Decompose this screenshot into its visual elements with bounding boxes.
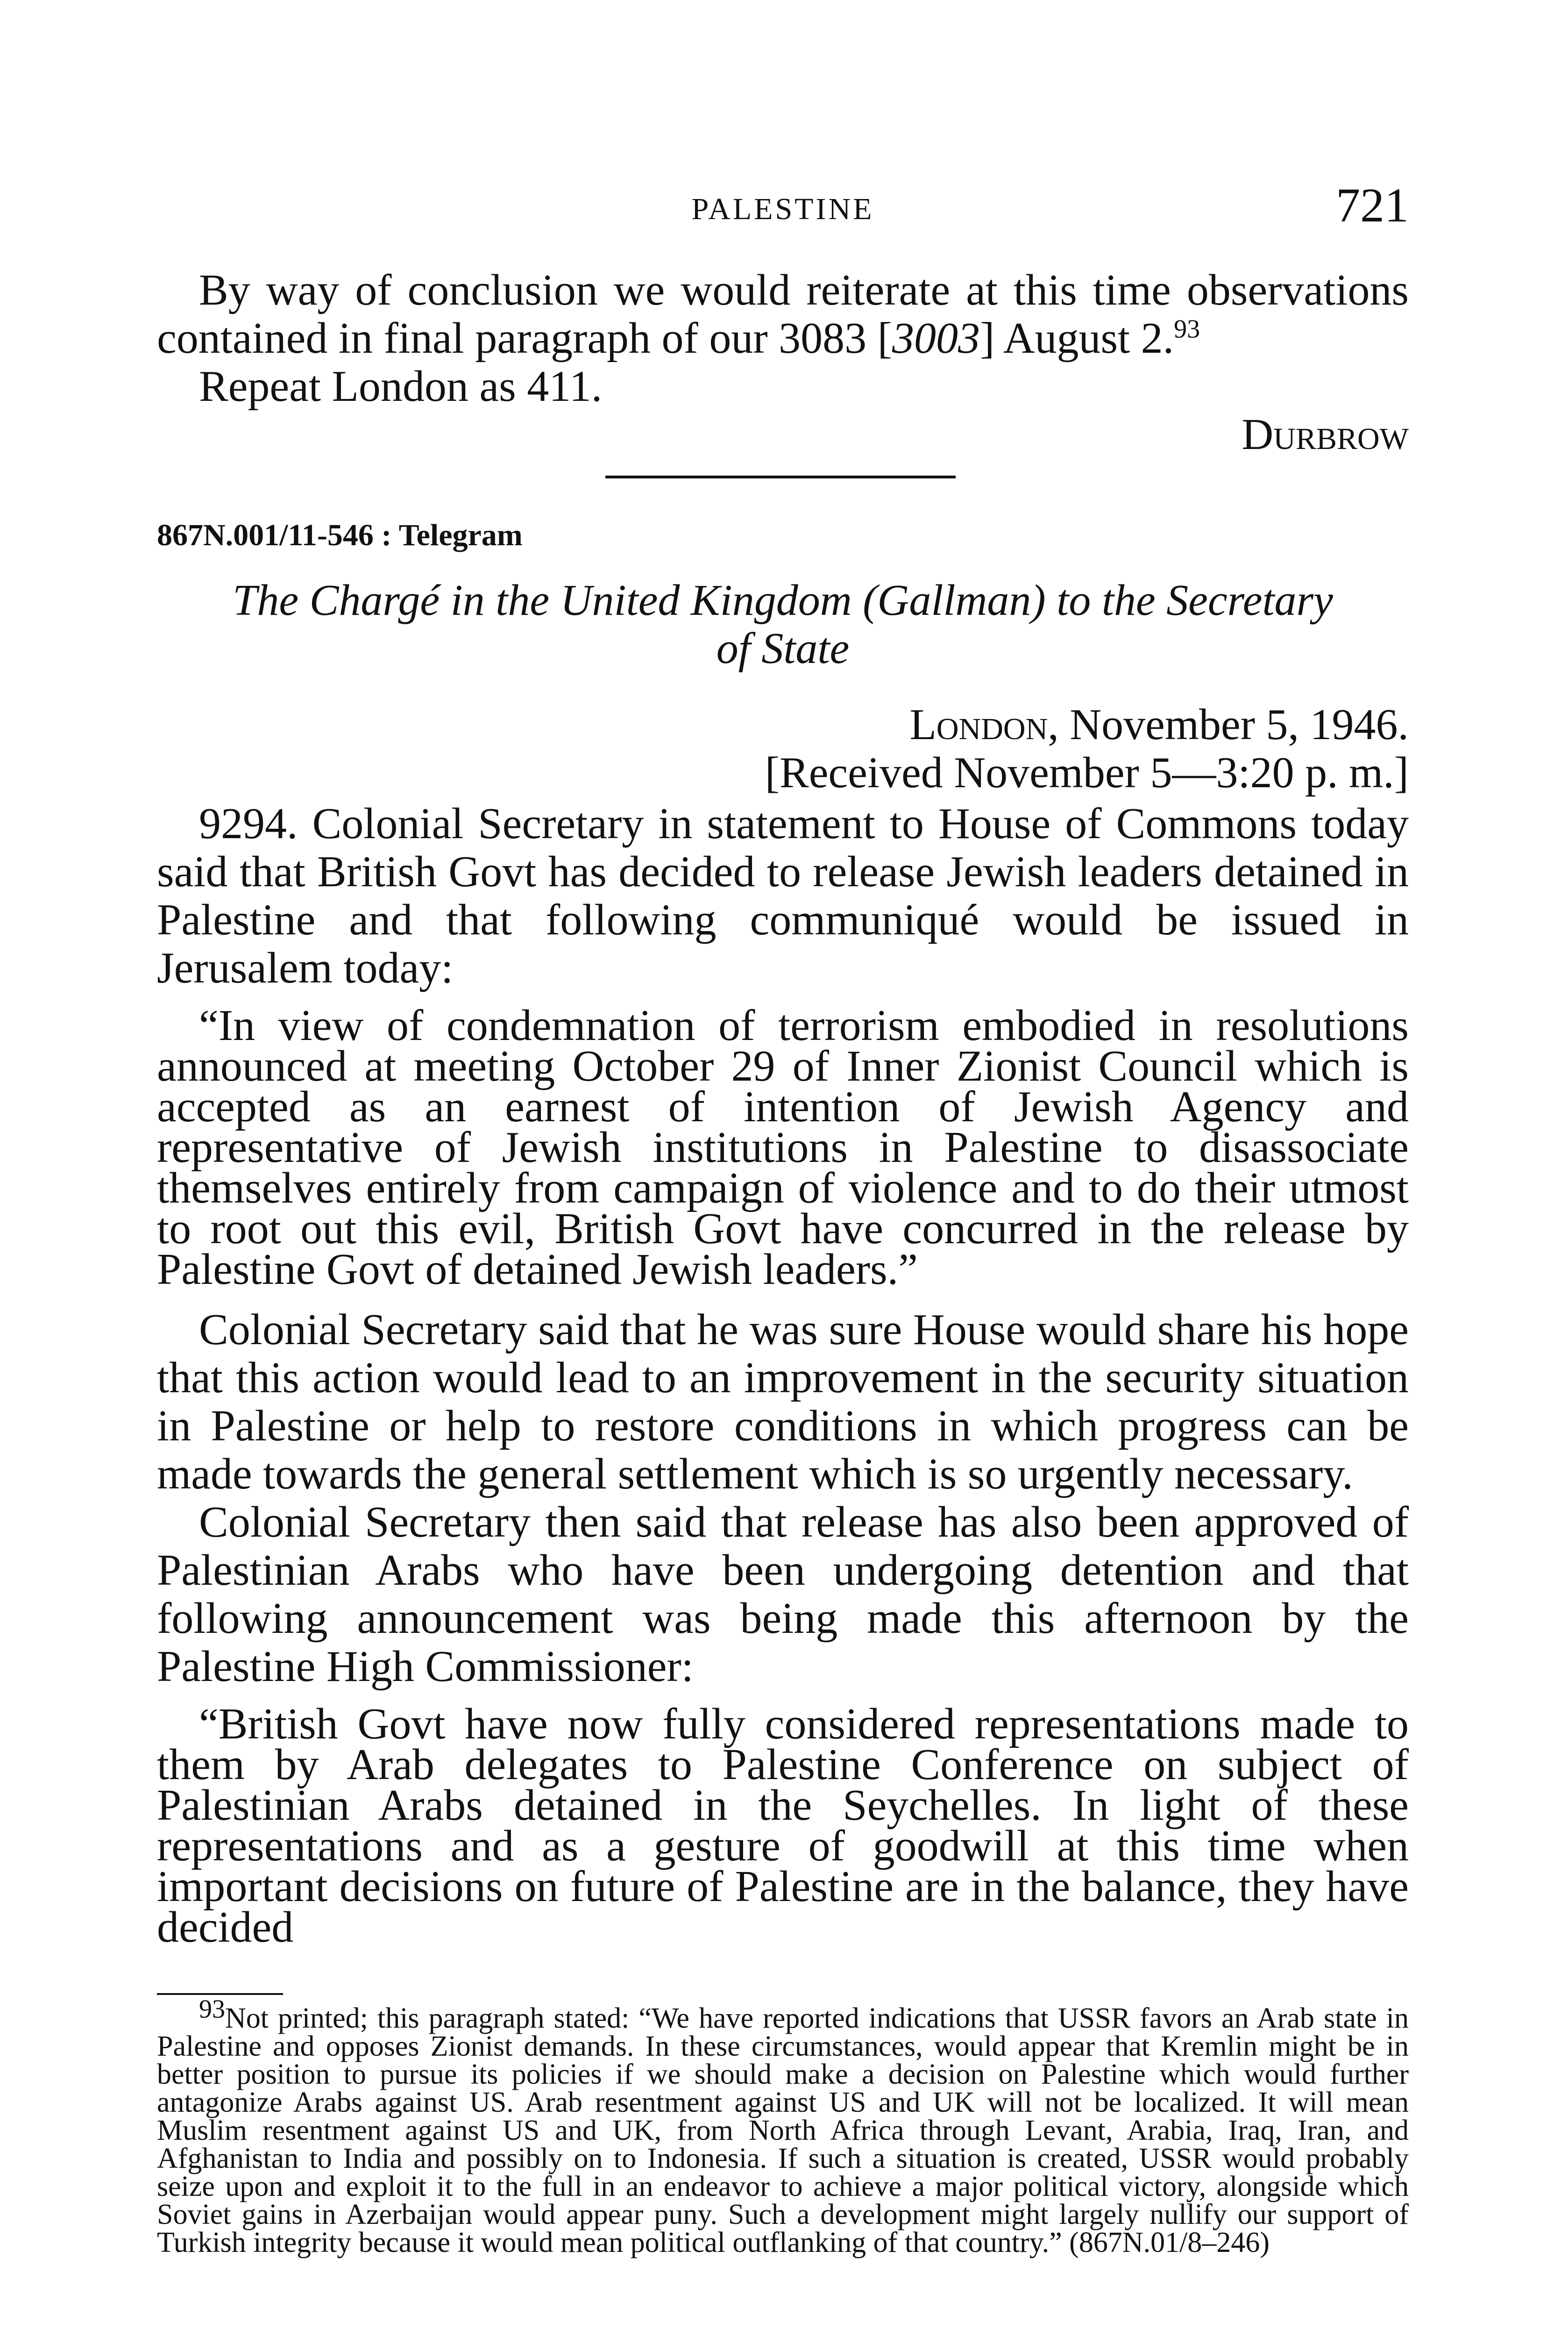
paragraph-3: Colonial Secretary then said that release has also been approved of Palestinian Arabs who have been undergoing detention and that following announcement was being made this afternoon by the Palestine High Commissioner:	[157, 1498, 1409, 1691]
footnote-93	[157, 1994, 1409, 2258]
footnote-reference: 93	[1174, 314, 1200, 344]
corrected-number: 3003	[892, 314, 980, 363]
continuation-block	[157, 266, 1409, 459]
paragraph-2: Colonial Secretary said that he was sure House would share his hope that this action would lead to an improvement in the security situation in Palestine or help to restore conditions in which progress can be made towards the general settlement which is so urgently necessary.	[157, 1305, 1409, 1498]
repeat-line: Repeat London as 411.	[199, 362, 603, 411]
conclusion-paragraph	[157, 266, 1409, 363]
page-header	[157, 178, 1409, 238]
received-line: [Received November 5—3:20 p. m.]	[765, 748, 1409, 797]
section-divider	[605, 476, 956, 478]
telegram-heading	[157, 518, 1409, 797]
dateline-place: London	[909, 700, 1048, 749]
document-title-line1: The Chargé in the United Kingdom (Gallman) to the Secretary	[233, 576, 1333, 625]
document-title-line2: of State	[716, 624, 850, 673]
signature: Durbrow	[1242, 410, 1409, 459]
telegram-body	[157, 799, 1409, 1951]
running-head: PALESTINE	[691, 192, 874, 226]
conclusion-text: By way of conclusion we would reiterate at this time observations contained in final paragraph of our 3083 [	[157, 266, 1409, 363]
dateline	[157, 701, 1409, 749]
footnote-block	[157, 1994, 1409, 2258]
paragraph-1: 9294. Colonial Secretary in statement to House of Commons today said that British Govt has decided to release Jewish leaders detained in Palestine and that following communiqué would be issued in Jerusalem today:	[157, 799, 1409, 992]
quote-1: “In view of condemnation of terrorism embodied in resolutions announced at meeting October 29 of Inner Zionist Council which is accepted as an earnest of intention of Jewish Agency and representative of Jewish institutions in Palestine to disassociate themselves entirely from campaign of violence and to do their utmost to root out this evil, British Govt have concurred in the release by Palestine Govt of detained Jewish leaders.”	[157, 1001, 1409, 1294]
quote-2: “British Govt have now fully considered representations made to them by Arab delegates to Palestine Conference on subject of Palestinian Arabs detained in the Seychelles. In light of these representations and as a gesture of goodwill at this time when important decisions on future of Palestine are in the balance, they have decided	[157, 1700, 1409, 1951]
page-number: 721	[1336, 178, 1409, 232]
dateline-date: , November 5, 1946.	[1048, 700, 1409, 749]
footnote-text: Not printed; this paragraph stated: “We have reported indications that USSR favors an Arab state in Palestine and opposes Zionist demands. In these circumstances, would appear that Kremlin might be in better position to pursue its policies if we should make a decision on Palestine which would further antagonize Arabs against US. Arab resentment against US and UK will not be localized. It will mean Muslim resentment against US and UK, from North Africa through Levant, Arabia, Iraq, Iran, and Afghanistan to India and possibly on to Indonesia. If such a situation is created, USSR would probably seize upon and exploit it to the full in an endeavor to achieve a major political victory, alongside which Soviet gains in Azerbaijan would appear puny. Such a development might largely nullify our support of Turkish integrity because it would mean political outflanking of that country.” (867N.01/8–246)	[157, 2002, 1409, 2258]
footnote-mark: 93	[199, 1994, 225, 2024]
conclusion-text-end: ] August 2.	[979, 314, 1174, 363]
file-reference: 867N.001/11-546 : Telegram	[157, 518, 523, 552]
